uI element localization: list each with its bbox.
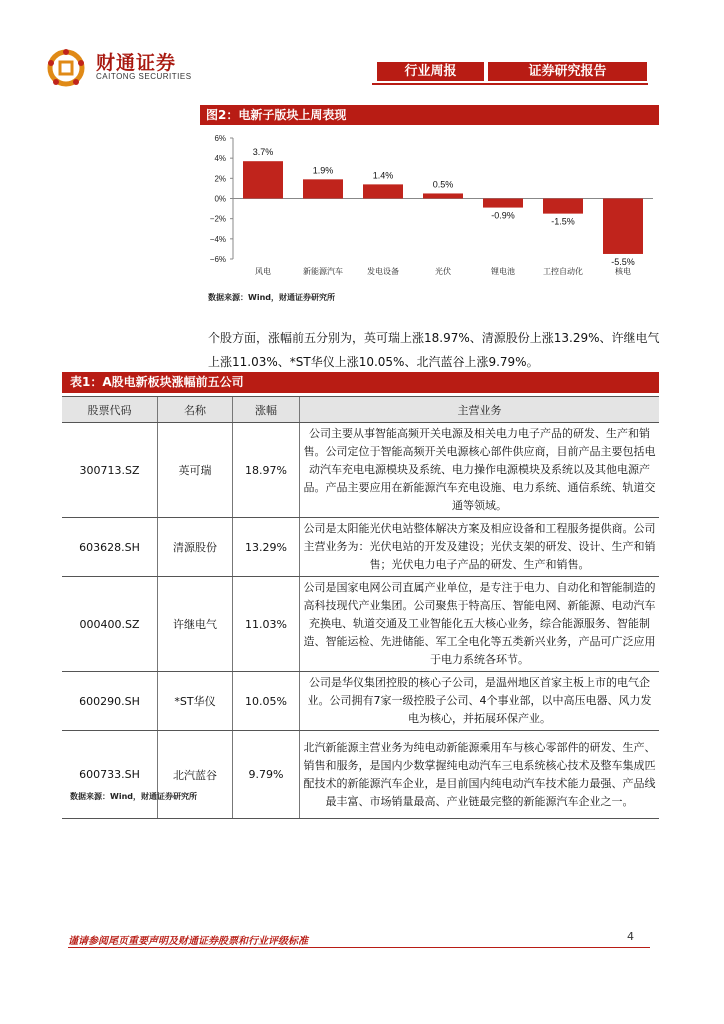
table-row (62, 518, 659, 577)
data-label: -5.5% (611, 256, 635, 267)
brand-name-en: CAITONG SECURITIES (96, 72, 192, 81)
stock-change: 10.05% (233, 672, 300, 731)
header-change: 涨幅 (233, 397, 300, 423)
stock-code: 300713.SZ (62, 423, 158, 518)
bar-6 (603, 199, 643, 254)
table-row (62, 672, 659, 731)
y-tick-label: 0% (214, 194, 226, 204)
bar-1 (303, 179, 343, 198)
stock-business: 公司是太阳能光伏电站整体解决方案及相应设备和工程服务提供商。公司主营业务为：光伏电站的开发及建设；光伏支架的研发、设计、生产和销售；光伏电力电子产品的研发、生产和销售。 (300, 518, 660, 577)
stock-business: 公司主要从事智能高频开关电源及相关电力电子产品的研发、生产和销售。公司定位于智能高频开关电源核心部件供应商，目前产品主要包括电动汽车充电电源模块及系统、电力操作电源模块及系统以及其他电源产品。产品主要应用在新能源汽车充电设施、电力系统、通信系统、轨道交通等领域。 (300, 423, 660, 518)
footer-divider (68, 947, 650, 948)
table-title: 表1：A股电新板块涨幅前五公司 (62, 372, 659, 393)
sector-performance-chart (200, 128, 659, 280)
page-number: 4 (627, 930, 634, 943)
stock-code: 600290.SH (62, 672, 158, 731)
figure-title: 图2：电新子版块上周表现 (200, 105, 659, 125)
stock-change: 13.29% (233, 518, 300, 577)
stock-name: *ST华仪 (158, 672, 233, 731)
bar-0 (243, 161, 283, 198)
stock-name: 英可瑞 (158, 423, 233, 518)
stock-code: 000400.SZ (62, 577, 158, 672)
y-tick-label: 6% (214, 134, 226, 143)
y-tick-label: 4% (214, 154, 226, 164)
bar-5 (543, 199, 583, 214)
header-divider (372, 83, 648, 85)
stock-change: 9.79% (233, 731, 300, 819)
data-label: 3.7% (252, 147, 274, 158)
data-label: -0.9% (491, 210, 515, 221)
header-name: 名称 (158, 397, 233, 423)
stock-code: 603628.SH (62, 518, 158, 577)
table-row (62, 731, 659, 819)
report-type-badge: 行业周报 (377, 62, 484, 81)
table-header-row (62, 397, 659, 423)
bar-3 (423, 193, 463, 198)
data-label: 1.9% (312, 165, 334, 176)
stock-business: 公司是国家电网公司直属产业单位，是专注于电力、自动化和智能制造的高科技现代产业集团。公司聚焦于特高压、智能电网、新能源、电动汽车充换电、轨道交通及工业智能化五大核心业务，综合能源服务、智能制造、智能运检、先进储能、军工全电化等五类新兴业务，产品可广泛应用于电力系统各环节。 (300, 577, 660, 672)
stock-business: 北汽新能源主营业务为纯电动新能源乘用车与核心零部件的研发、生产、销售和服务，是国内少数掌握纯电动汽车三电系统核心技术及整车集成匹配技术的新能源汽车企业，是目前国内纯电动汽车技术能力最强、产品线最丰富、市场销量最高、产业链最完整的新能源汽车企业之一。 (300, 731, 660, 819)
category-label: 新能源汽车 (303, 267, 343, 276)
brand-name: 财通证券 (96, 52, 177, 74)
category-label: 风电 (255, 267, 271, 276)
stocks-summary-paragraph: 个股方面，涨幅前五分别为，英可瑞上涨18.97%、清源股份上涨13.29%、许继电气上涨11.03%、*ST华仪上涨10.05%、北汽蓝谷上涨9.79%。 (208, 331, 660, 369)
category-label: 核电 (615, 267, 631, 276)
report-category-badge: 证券研究报告 (488, 62, 647, 81)
y-tick-label: −4% (209, 234, 226, 244)
y-tick-label: 2% (214, 174, 226, 184)
data-label: -1.5% (551, 216, 575, 227)
category-label: 光伏 (435, 267, 451, 276)
category-label: 发电设备 (367, 267, 399, 276)
disclaimer-note: 谨请参阅尾页重要声明及财通证券股票和行业评级标准 (68, 936, 308, 947)
stock-name: 许继电气 (158, 577, 233, 672)
stock-change: 18.97% (233, 423, 300, 518)
header-code: 股票代码 (62, 397, 158, 423)
stock-code: 600733.SH (62, 731, 158, 819)
y-tick-label: −6% (209, 255, 226, 264)
category-label: 锂电池 (491, 267, 515, 276)
stock-business: 公司是华仪集团控股的核心子公司，是温州地区首家主板上市的电气企业。公司拥有7家一级控股子公司、4个事业部，以中高压电器、风力发电为核心，并拓展环保产业。 (300, 672, 660, 731)
table-row (62, 577, 659, 672)
stock-name: 北汽蓝谷 (158, 731, 233, 819)
stock-change: 11.03% (233, 577, 300, 672)
figure-source: 数据来源：Wind，财通证券研究所 (208, 293, 335, 302)
company-logo-icon (47, 49, 91, 87)
bar-2 (363, 184, 403, 198)
stock-name: 清源股份 (158, 518, 233, 577)
y-tick-label: −2% (209, 214, 226, 224)
data-label: 0.5% (432, 179, 454, 190)
category-label: 工控自动化 (543, 267, 583, 276)
table-source: 数据来源：Wind，财通证券研究所 (70, 792, 197, 801)
data-label: 1.4% (372, 170, 394, 181)
bar-4 (483, 199, 523, 208)
top-stocks-table (62, 396, 659, 819)
table-row (62, 423, 659, 518)
header-business: 主营业务 (300, 397, 660, 423)
